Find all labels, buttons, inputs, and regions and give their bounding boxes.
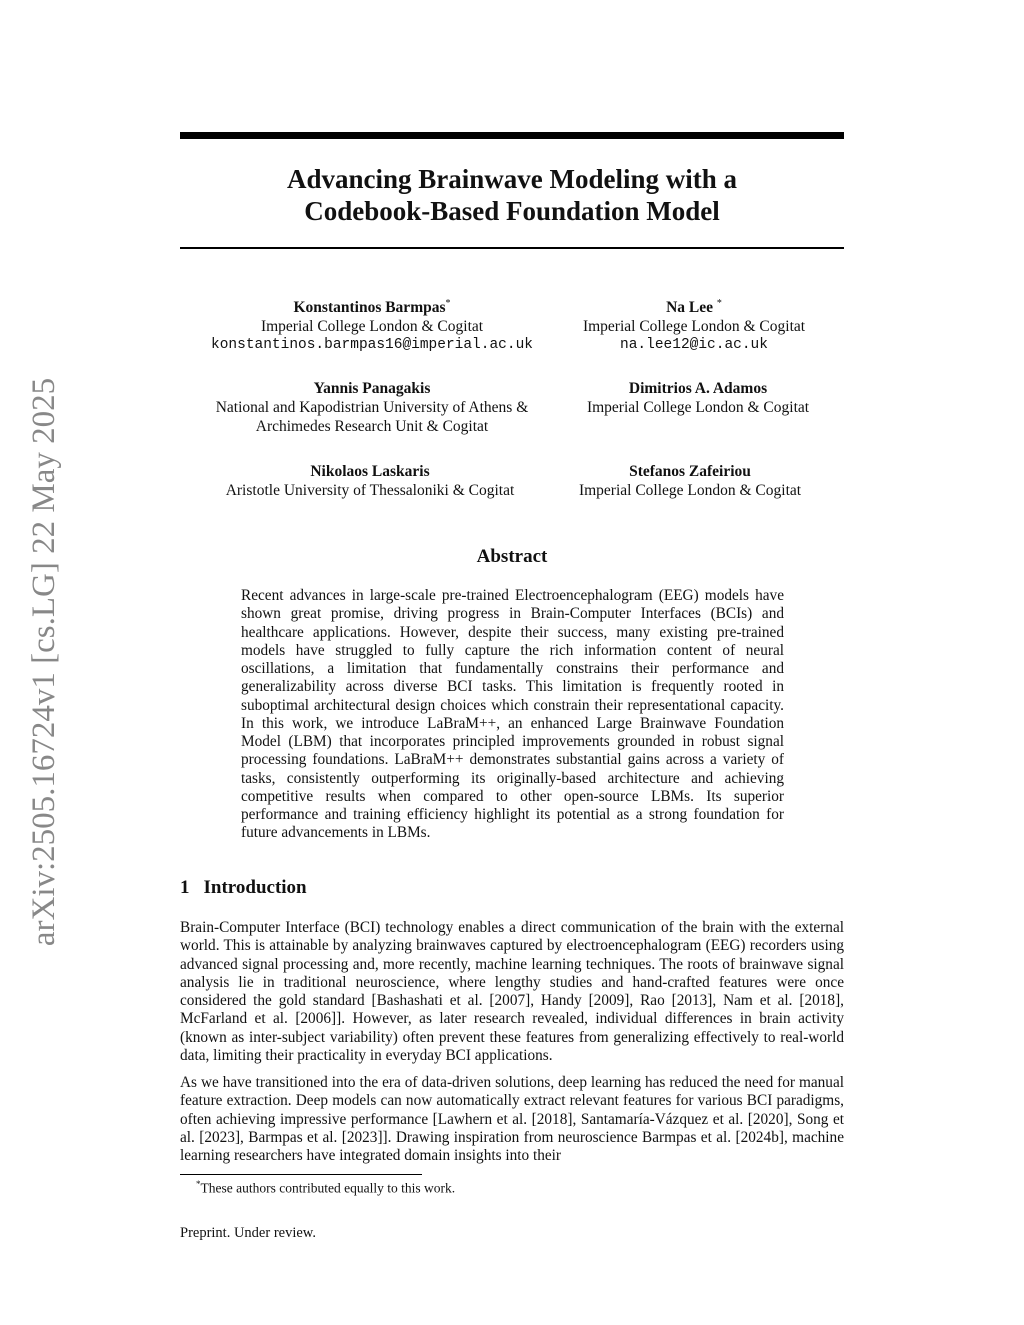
author-affiliation: Imperial College London & Cogitat — [586, 399, 810, 416]
footer-preprint-note: Preprint. Under review. — [180, 1225, 316, 1241]
author-block-panagakis — [190, 379, 554, 436]
author-affiliation-line-1: National and Kapodistrian University of Athens & — [215, 399, 529, 416]
author-name: Na Lee * — [666, 298, 722, 317]
author-email[interactable]: konstantinos.barmpas16@imperial.ac.uk — [211, 337, 533, 354]
author-affiliation: Aristotle University of Thessaloniki & Cogitat — [225, 482, 515, 499]
footnote-mark: * — [196, 1179, 201, 1189]
arxiv-sidebar-stamp: arXiv:2505.16724v1 [cs.LG] 22 May 2025 — [26, 377, 62, 947]
section-heading-introduction — [180, 877, 307, 899]
author-block-zafeiriou — [550, 462, 830, 500]
section-number: 1 — [180, 877, 190, 898]
intro-paragraph-1: Brain-Computer Interface (BCI) technology enables a direct communication of the brain with the external world. This is attainable by analyzing brainwaves captured by electroencephalogram (EEG) recorders using advanced signal processing and, more recently, machine learning techniques. The roots of brainwave signal analysis lie in traditional neuroscience, where lengthy studies and hand-crafted features were once considered the gold standard [Bashashati et al. [2007], Handy [2009], Rao [2013], Nam et al. [2018], McFarland et al. [2006]]. However, as later research revealed, individual differences in brain activity (known as inter-subject variability) often prevent these features from generalizing effectively to real-world data, limiting their practicality in everyday BCI applications. — [180, 919, 844, 1064]
footnote — [196, 1179, 455, 1197]
section-title: Introduction — [203, 877, 307, 898]
author-block-adamos — [558, 379, 838, 417]
footnote-text: These authors contributed equally to this work. — [200, 1180, 456, 1196]
paper-title — [180, 163, 844, 227]
abstract-heading: Abstract — [476, 546, 548, 567]
author-email[interactable]: na.lee12@ic.ac.uk — [620, 337, 768, 354]
author-name: Konstantinos Barmpas* — [293, 298, 451, 317]
title-line-1: Advancing Brainwave Modeling with a — [286, 164, 738, 194]
author-block-laskaris — [190, 462, 550, 500]
title-top-rule — [180, 132, 844, 139]
author-name: Dimitrios A. Adamos — [628, 380, 768, 397]
author-name: Yannis Panagakis — [313, 380, 431, 397]
author-affiliation: Imperial College London & Cogitat — [582, 318, 806, 336]
author-block-barmpas — [190, 294, 554, 355]
author-affiliation-line-2: Archimedes Research Unit & Cogitat — [255, 418, 489, 435]
author-block-lee — [554, 294, 834, 355]
title-line-2: Codebook-Based Foundation Model — [304, 196, 720, 226]
author-affiliation: Imperial College London & Cogitat — [260, 318, 484, 336]
abstract-text: Recent advances in large-scale pre-trained Electroencephalogram (EEG) models have shown great promise, driving progress in Brain-Computer Interfaces (BCIs) and healthcare applications. However, despite their success, many existing pre-trained models have struggled to fully capture the rich information content of neural oscillations, a limitation that fundamentally constrains their performance and generalizability across diverse BCI tasks. This limitation is frequently rooted in suboptimal architectural design choices which constrain their representational capacity. In this work, we introduce LaBraM++, an enhanced Large Brainwave Foundation Model (LBM) that incorporates principled improvements grounded in robust signal processing foundations. LaBraM++ demonstrates substantial gains across a variety of tasks, consistently outperforming its originally-based architecture and achieving competitive results when compared to other open-source LBMs. Its superior performance and training efficiency highlight its potential as a strong foundation for future advancements in LBMs. — [241, 587, 784, 842]
footnote-rule — [180, 1174, 422, 1175]
author-name: Nikolaos Laskaris — [310, 463, 430, 480]
intro-paragraph-2: As we have transitioned into the era of data-driven solutions, deep learning has reduced the need for manual feature extraction. Deep models can now automatically extract relevant features for various BCI paradigms, often achieving impressive performance [Lawhern et al. [2018], Santamaría-Vázquez et al. [2020], Song et al. [2023], Barmpas et al. [2023]]. Drawing inspiration from neuroscience Barmpas et al. [2024b], machine learning researchers have integrated domain insights into their — [180, 1074, 844, 1164]
author-affiliation: Imperial College London & Cogitat — [578, 482, 802, 499]
author-name: Stefanos Zafeiriou — [629, 463, 751, 480]
title-bottom-rule — [180, 247, 844, 249]
